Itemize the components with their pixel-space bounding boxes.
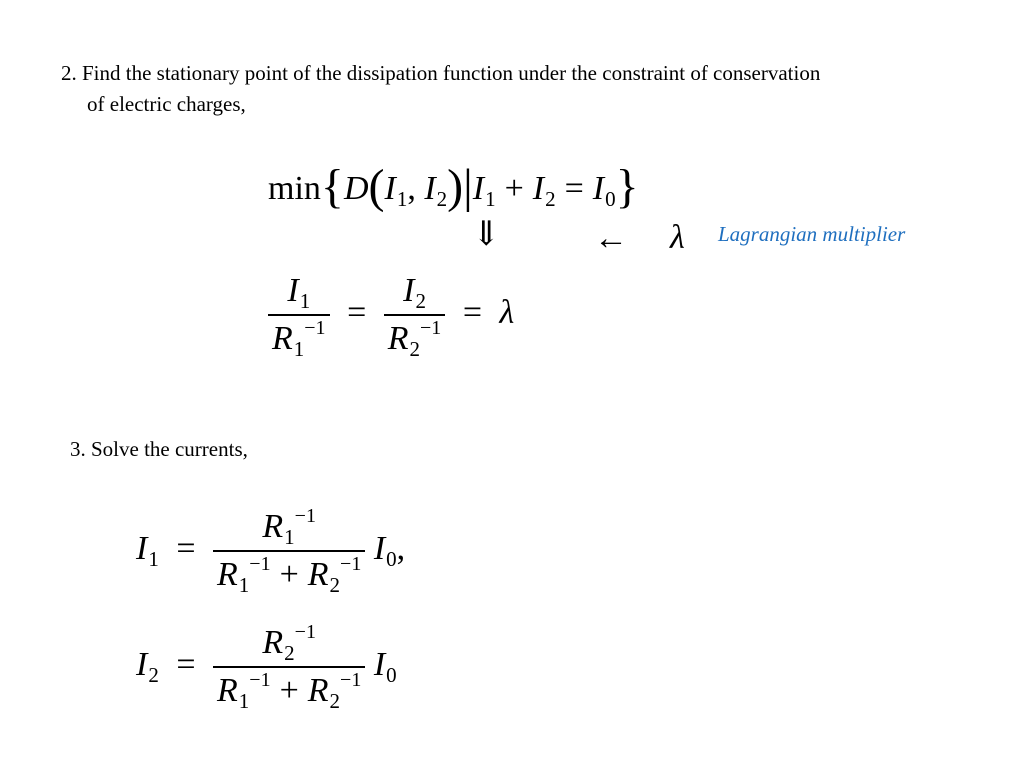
superscript: −1: [420, 317, 442, 339]
subscript: 2: [415, 289, 426, 313]
step2-line1: [61, 58, 820, 89]
superscript: −1: [249, 553, 271, 575]
superscript: −1: [304, 317, 326, 339]
equals-sign: =: [176, 645, 196, 683]
subscript: 0: [605, 187, 616, 211]
current-symbol: I: [373, 645, 386, 683]
ratio-fraction-1: [268, 272, 330, 361]
solution-fraction-1: [213, 505, 365, 597]
resistance-symbol: R: [262, 624, 284, 661]
down-arrow: ⇓: [472, 216, 501, 253]
step3-text: Solve the currents,: [91, 437, 248, 461]
superscript: −1: [340, 669, 362, 691]
lambda-symbol: λ: [499, 293, 515, 331]
current-symbol: I: [373, 529, 386, 567]
equals-sign: =: [462, 293, 482, 331]
current-symbol: I: [287, 272, 299, 309]
right-brace: }: [615, 160, 639, 213]
step2-text-line1: Find the stationary point of the dissipation function under the constraint of conservation: [82, 61, 821, 85]
subscript: 2: [436, 187, 448, 211]
subscript: 1: [284, 525, 295, 549]
current-symbol: I: [424, 170, 436, 207]
solution-fraction-2: [213, 621, 365, 713]
resistance-symbol: R: [307, 556, 329, 593]
current-symbol: I: [532, 170, 545, 207]
subscript: 1: [396, 187, 408, 211]
subscript: 1: [293, 337, 305, 361]
subscript: 2: [409, 337, 421, 361]
superscript: −1: [340, 553, 362, 575]
step2-line2: of electric charges,: [87, 92, 246, 116]
constraint-equation: [268, 156, 639, 211]
current-symbol: I: [403, 272, 415, 309]
left-paren: (: [368, 160, 385, 213]
subscript: 2: [545, 187, 556, 211]
resistance-symbol: R: [217, 556, 238, 593]
resistance-symbol: R: [262, 508, 284, 545]
subscript: 2: [284, 641, 295, 665]
current-symbol: I: [136, 529, 148, 567]
subscript: 2: [148, 662, 159, 687]
current-symbol: I: [592, 170, 605, 207]
plus-sign: +: [279, 672, 299, 709]
current-symbol: I: [136, 645, 148, 683]
resistance-symbol: R: [307, 672, 329, 709]
solution-equation-2: [136, 621, 397, 713]
equals-sign: =: [176, 529, 196, 567]
superscript: −1: [249, 669, 271, 691]
plus-sign: +: [279, 556, 299, 593]
lagrangian-multiplier-label: Lagrangian multiplier: [718, 222, 906, 246]
subscript: 0: [386, 662, 397, 687]
subscript: 1: [148, 546, 159, 571]
dissipation-symbol: D: [343, 170, 369, 207]
left-brace: {: [320, 160, 344, 213]
ratio-equation: [268, 272, 515, 361]
subscript: 1: [485, 187, 496, 211]
resistance-symbol: R: [217, 672, 238, 709]
current-symbol: I: [472, 170, 485, 207]
equals-sign: =: [347, 293, 367, 331]
lambda-symbol: λ: [670, 219, 685, 256]
step3-number: 3.: [70, 437, 86, 461]
current-symbol: I: [384, 170, 396, 207]
resistance-symbol: R: [272, 320, 293, 357]
superscript: −1: [294, 505, 316, 527]
subscript: 1: [299, 289, 311, 313]
subscript: 2: [329, 689, 341, 713]
step2-block: [61, 58, 820, 120]
solution-equation-1: [136, 505, 406, 597]
left-arrow: ←: [594, 220, 628, 257]
subscript: 2: [329, 573, 341, 597]
superscript: −1: [294, 621, 316, 643]
subscript: 1: [238, 689, 250, 713]
subscript: 0: [386, 546, 397, 571]
plus-sign: +: [504, 170, 524, 207]
step3-line: [70, 434, 248, 465]
condition-bar: |: [463, 160, 473, 213]
ratio-fraction-2: [384, 272, 446, 361]
resistance-symbol: R: [387, 320, 409, 357]
subscript: 1: [238, 573, 250, 597]
comma: ,: [407, 170, 416, 207]
step2-number: 2.: [61, 61, 77, 85]
min-operator: min: [268, 170, 321, 207]
equals-sign: =: [564, 170, 584, 207]
right-paren: ): [447, 160, 464, 213]
comma: ,: [396, 529, 406, 567]
